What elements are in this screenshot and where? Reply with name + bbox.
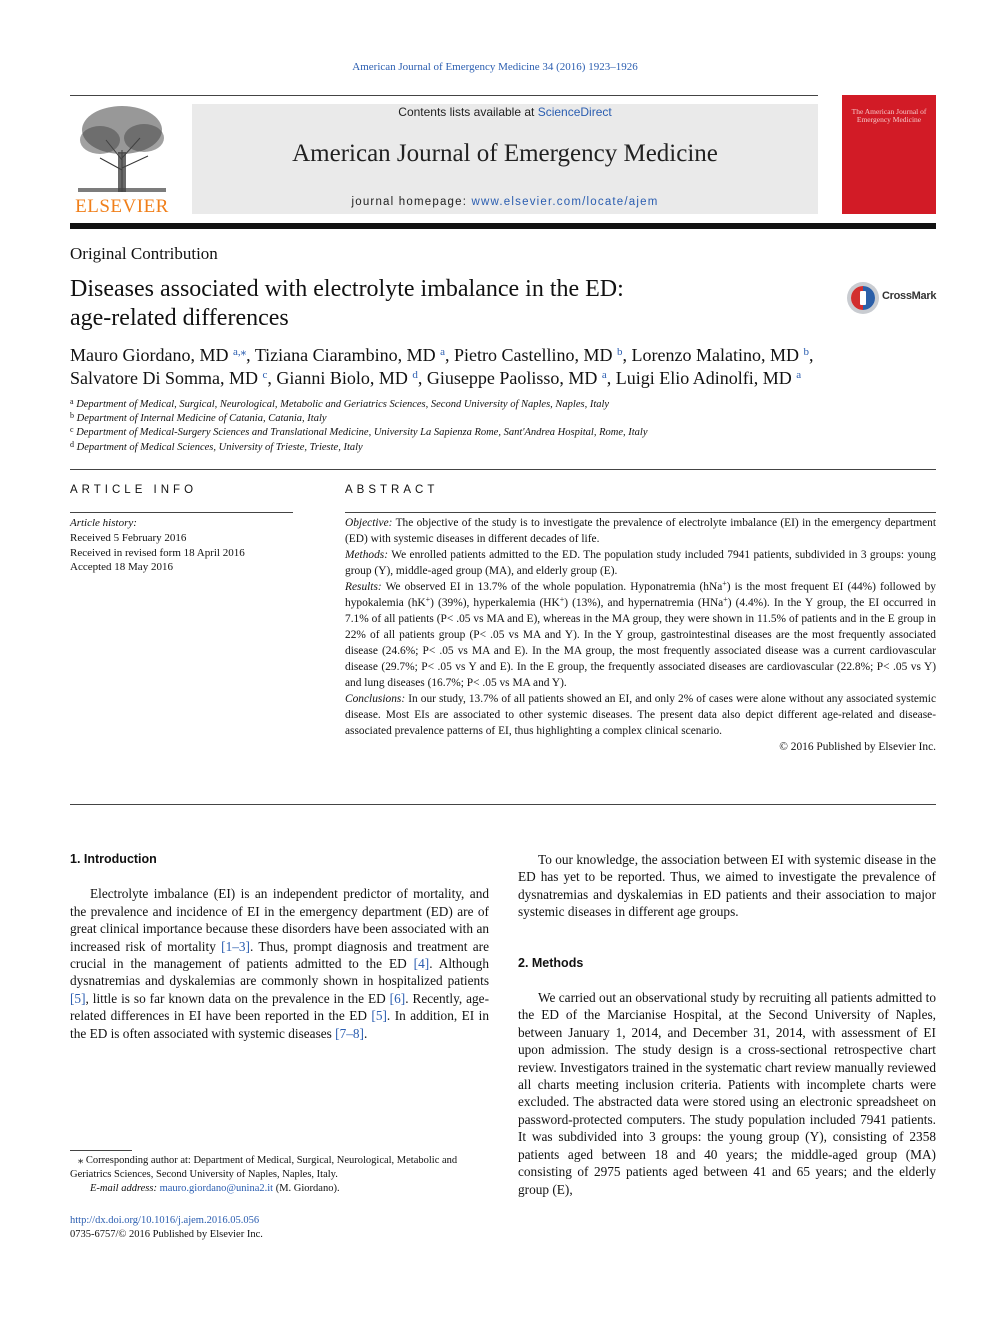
- issn-line: 0735-6757/© 2016 Published by Elsevier Inc.: [70, 1229, 263, 1241]
- journal-homepage: [192, 196, 818, 208]
- contents-prefix: Contents lists available at: [398, 105, 538, 119]
- author-name[interactable]: Salvatore Di Somma, MD: [70, 368, 258, 388]
- homepage-prefix: journal homepage:: [351, 196, 472, 208]
- results-label: Results:: [345, 581, 382, 593]
- affiliation-item: [70, 412, 936, 426]
- author-affil[interactable]: b: [617, 346, 623, 358]
- accepted-date: Accepted 18 May 2016: [70, 561, 173, 574]
- body-text: Electrolyte imbalance (EI) is an independent predictor of mortality, and the prevalence and incidence of EI in the emergency department (ED) are of great clinical importance because these disorders have been associated with an increased risk of mortality: [70, 886, 489, 954]
- superscript-plus: +: [723, 595, 728, 604]
- citation-link[interactable]: [5]: [70, 990, 86, 1006]
- article-history: [70, 516, 300, 575]
- author-affil[interactable]: a: [796, 369, 802, 381]
- article-title: [70, 275, 770, 333]
- corresponding-author-footnote: [70, 1154, 489, 1197]
- cover-title: The American Journal of Emergency Medicine: [851, 107, 927, 124]
- section-rule: [70, 804, 936, 805]
- introduction-paragraph: [70, 885, 489, 1042]
- abstract-rule: [345, 512, 936, 513]
- affil-text: Department of Medical-Surgery Sciences and Translational Medicine, University La Sapienza Rome, Sant'Andrea Hospital, Rome, Italy: [76, 427, 648, 439]
- affil-key: a: [70, 397, 74, 406]
- citation-link[interactable]: [6]: [389, 990, 406, 1006]
- body-text: , little is so far known data on the prevalence in the ED: [85, 990, 390, 1006]
- introduction-paragraph-2: To our knowledge, the association between EI with systemic disease in the ED has yet to be reported. Thus, we aimed to investigate the prevalence of dysnatremias and dyskalemias in ED patients and their association to major systemic diseases in different age groups.: [518, 852, 936, 920]
- introduction-section: [70, 851, 489, 1042]
- affiliations: [70, 398, 936, 455]
- author-list: [70, 344, 936, 390]
- author-name[interactable]: Pietro Castellino, MD: [454, 345, 613, 365]
- section-rule: [70, 469, 936, 470]
- author-name[interactable]: Mauro Giordano, MD: [70, 345, 229, 365]
- doi-link[interactable]: http://dx.doi.org/10.1016/j.ajem.2016.05.056: [70, 1215, 260, 1226]
- abstract-heading: ABSTRACT: [345, 484, 439, 496]
- header-rule: [70, 95, 818, 96]
- results-text: We observed EI in 13.7% of the whole population. Hyponatremia (hNa: [381, 581, 723, 593]
- author-sep: ,: [445, 345, 455, 365]
- article-info-heading: ARTICLE INFO: [70, 484, 198, 496]
- body-text: . Recently, age-related differences in EI have been reported in the ED: [70, 990, 489, 1024]
- title-line-1: Diseases associated with electrolyte imbalance in the ED:: [70, 276, 624, 302]
- superscript-plus: +: [559, 595, 565, 604]
- author-sep: ,: [606, 368, 616, 388]
- body-text: .: [363, 1025, 368, 1041]
- crossmark-icon[interactable]: [846, 281, 880, 315]
- conclusions-text: In our study, 13.7% of all patients showed an EI, and only 2% of cases were alone without any associated systemic disease. Most EIs are associated to other systemic diseases. The present data also depict different age-related and disease-associated prevalence patterns of EI, thus highlighting a complex clinical scenario.: [345, 693, 936, 737]
- results-text: ) (13%), and hypernatremia (HNa: [564, 597, 724, 609]
- crossmark-label[interactable]: CrossMark: [882, 290, 937, 302]
- journal-title: American Journal of Emergency Medicine: [292, 140, 718, 167]
- results-text: ) (4.4%). In the Y group, the EI occurred in 7.1% of all patients (P< .05 vs MA and E), whereas in the MA group, they were shown in 11.5% of patients and in the E group in 22% of all patients group (P< .05 vs MA and Y). In the Y group, gastrointestinal diseases are the most frequently associated disease (24.6%; P< .05 vs MA and E). In the MA group, the most frequently associated disease was a current cardiovascular disease (29.7%; P< .05 vs Y and E). In the E group, the frequently associated diseases are cardiovascular (22.8%; P< .05 vs Y) and lung diseases (16.7%; P< .05 vs MA and Y).: [345, 597, 937, 689]
- author-affil[interactable]: a,⁎: [232, 346, 247, 358]
- homepage-link[interactable]: www.elsevier.com/locate/ajem: [471, 196, 659, 208]
- right-column: [518, 851, 936, 1198]
- results-text: ) is the most frequent EI (44%) followed by hypokalemia (hK: [345, 581, 936, 609]
- citation-link[interactable]: [4]: [413, 956, 430, 972]
- history-label: Article history:: [70, 517, 137, 529]
- received-date: Received 5 February 2016: [70, 531, 187, 544]
- author-affil[interactable]: c: [262, 369, 268, 381]
- citation-link[interactable]: [1–3]: [221, 938, 250, 954]
- footnote-star: ⁎: [78, 1155, 84, 1166]
- author-sep: ,: [622, 345, 632, 365]
- abstract-results: [345, 579, 936, 691]
- journal-citation[interactable]: American Journal of Emergency Medicine 34 (2016) 1923–1926: [352, 61, 638, 73]
- author-affil[interactable]: d: [412, 369, 418, 381]
- footnote-rule: [70, 1150, 132, 1151]
- author-sep: ,: [809, 345, 814, 365]
- author-name[interactable]: Gianni Biolo, MD: [276, 368, 408, 388]
- affiliation-item: [70, 441, 936, 455]
- methods-paragraph: We carried out an observational study by recruiting all patients admitted to the ED of the Marcianise Hospital, at the Second University of Naples, between January 1, 2014, and December 31, 2014, with assessment of EI upon admission. The study design is a cross-sectional retrospective chart review. Investigators trained in the systematic chart review manually reviewed all charts meeting inclusion criteria. Patients with incomplete charts were excluded. The abstracted data were stored using an electronic spreadsheet on password-protected computers. The study population included 7941 patients. It was subdivided into 3 groups: the young group (Y), consisting of 2358 patients aged between 18 and 40 years; the middle-aged group (MA) consisting of 2975 patients aged between 41 and 65 years; and the elderly group (E),: [518, 990, 936, 1197]
- author-sep: ,: [246, 345, 255, 365]
- sciencedirect-link[interactable]: ScienceDirect: [537, 105, 612, 119]
- author-affil[interactable]: a: [440, 346, 446, 358]
- body-text: . In addition, EI in the ED is often associated with systemic diseases: [70, 1008, 489, 1041]
- header-thick-rule: [70, 223, 936, 229]
- objective-text: The objective of the study is to investigate the prevalence of electrolyte imbalance (EI) in the emergency department (ED) with systemic diseases in different decades of life.: [345, 517, 936, 545]
- author-sep: ,: [417, 368, 427, 388]
- abstract-methods: [345, 547, 936, 579]
- author-name[interactable]: Tiziana Ciarambino, MD: [254, 345, 436, 365]
- abstract-conclusions: [345, 691, 936, 739]
- author-name[interactable]: Giuseppe Paolisso, MD: [426, 368, 598, 388]
- title-line-2: age-related differences: [70, 305, 289, 331]
- introduction-heading: 1. Introduction: [70, 852, 157, 866]
- doi-block: [70, 1214, 263, 1243]
- email-link[interactable]: mauro.giordano@unina2.it: [159, 1183, 274, 1195]
- abstract-objective: [345, 515, 936, 547]
- superscript-plus: +: [722, 579, 727, 588]
- revised-date: Received in revised form 18 April 2016: [70, 546, 245, 559]
- footnote-corresponding: [70, 1154, 489, 1182]
- affil-text: Department of Medical, Surgical, Neurological, Metabolic and Geriatrics Sciences, Second University of Naples, Naples, Italy: [76, 399, 610, 410]
- author-affil[interactable]: a: [601, 369, 607, 381]
- abstract-body: [345, 515, 936, 755]
- footnote-text: Corresponding author at: Department of Medical, Surgical, Neurological, Metabolic and Geriatrics Sciences, Second University of Naples, Naples, Italy.: [70, 1155, 458, 1181]
- author-affil[interactable]: b: [803, 346, 809, 358]
- author-name[interactable]: Lorenzo Malatino, MD: [631, 345, 799, 365]
- affiliation-item: [70, 398, 936, 412]
- email-suffix: (M. Giordano).: [273, 1183, 340, 1195]
- abstract-copyright: © 2016 Published by Elsevier Inc.: [779, 741, 936, 753]
- author-sep: ,: [267, 368, 277, 388]
- article-info-rule: [70, 512, 293, 513]
- superscript-plus: +: [425, 595, 431, 604]
- affiliation-item: [70, 426, 936, 440]
- body-text: . Thus, prompt diagnosis and treatment are crucial in the management of patients admitted to the ED: [70, 938, 489, 972]
- affil-key: b: [70, 411, 74, 421]
- affil-key: d: [70, 439, 74, 449]
- results-text: ) (39%), hyperkalemia (HK: [430, 597, 560, 609]
- article-type: Original Contribution: [70, 244, 218, 263]
- citation-link[interactable]: [5]: [371, 1008, 387, 1024]
- affil-text: Department of Internal Medicine of Catania, Catania, Italy: [76, 413, 327, 425]
- methods-heading: 2. Methods: [518, 955, 584, 970]
- objective-label: Objective:: [345, 517, 393, 529]
- affil-key: c: [70, 425, 74, 435]
- author-name[interactable]: Luigi Elio Adinolfi, MD: [615, 368, 792, 388]
- citation-link[interactable]: [7–8]: [335, 1025, 364, 1041]
- body-text: . Although dysnatremias and dyskalemias are commonly shown in hospitalized patients: [70, 956, 489, 989]
- conclusions-label: Conclusions:: [345, 693, 406, 705]
- contents-line: [192, 105, 818, 119]
- affil-text: Department of Medical Sciences, University of Trieste, Trieste, Italy: [76, 441, 363, 453]
- footnote-email-line: [70, 1182, 489, 1196]
- email-label: E-mail address:: [90, 1183, 160, 1195]
- elsevier-wordmark: ELSEVIER: [75, 196, 169, 217]
- methods-text: We enrolled patients admitted to the ED. The population study included 7941 patients, subdivided in 3 groups: young group (Y), middle-aged group (MA), and elderly group (E).: [345, 549, 936, 577]
- methods-label: Methods:: [345, 549, 389, 561]
